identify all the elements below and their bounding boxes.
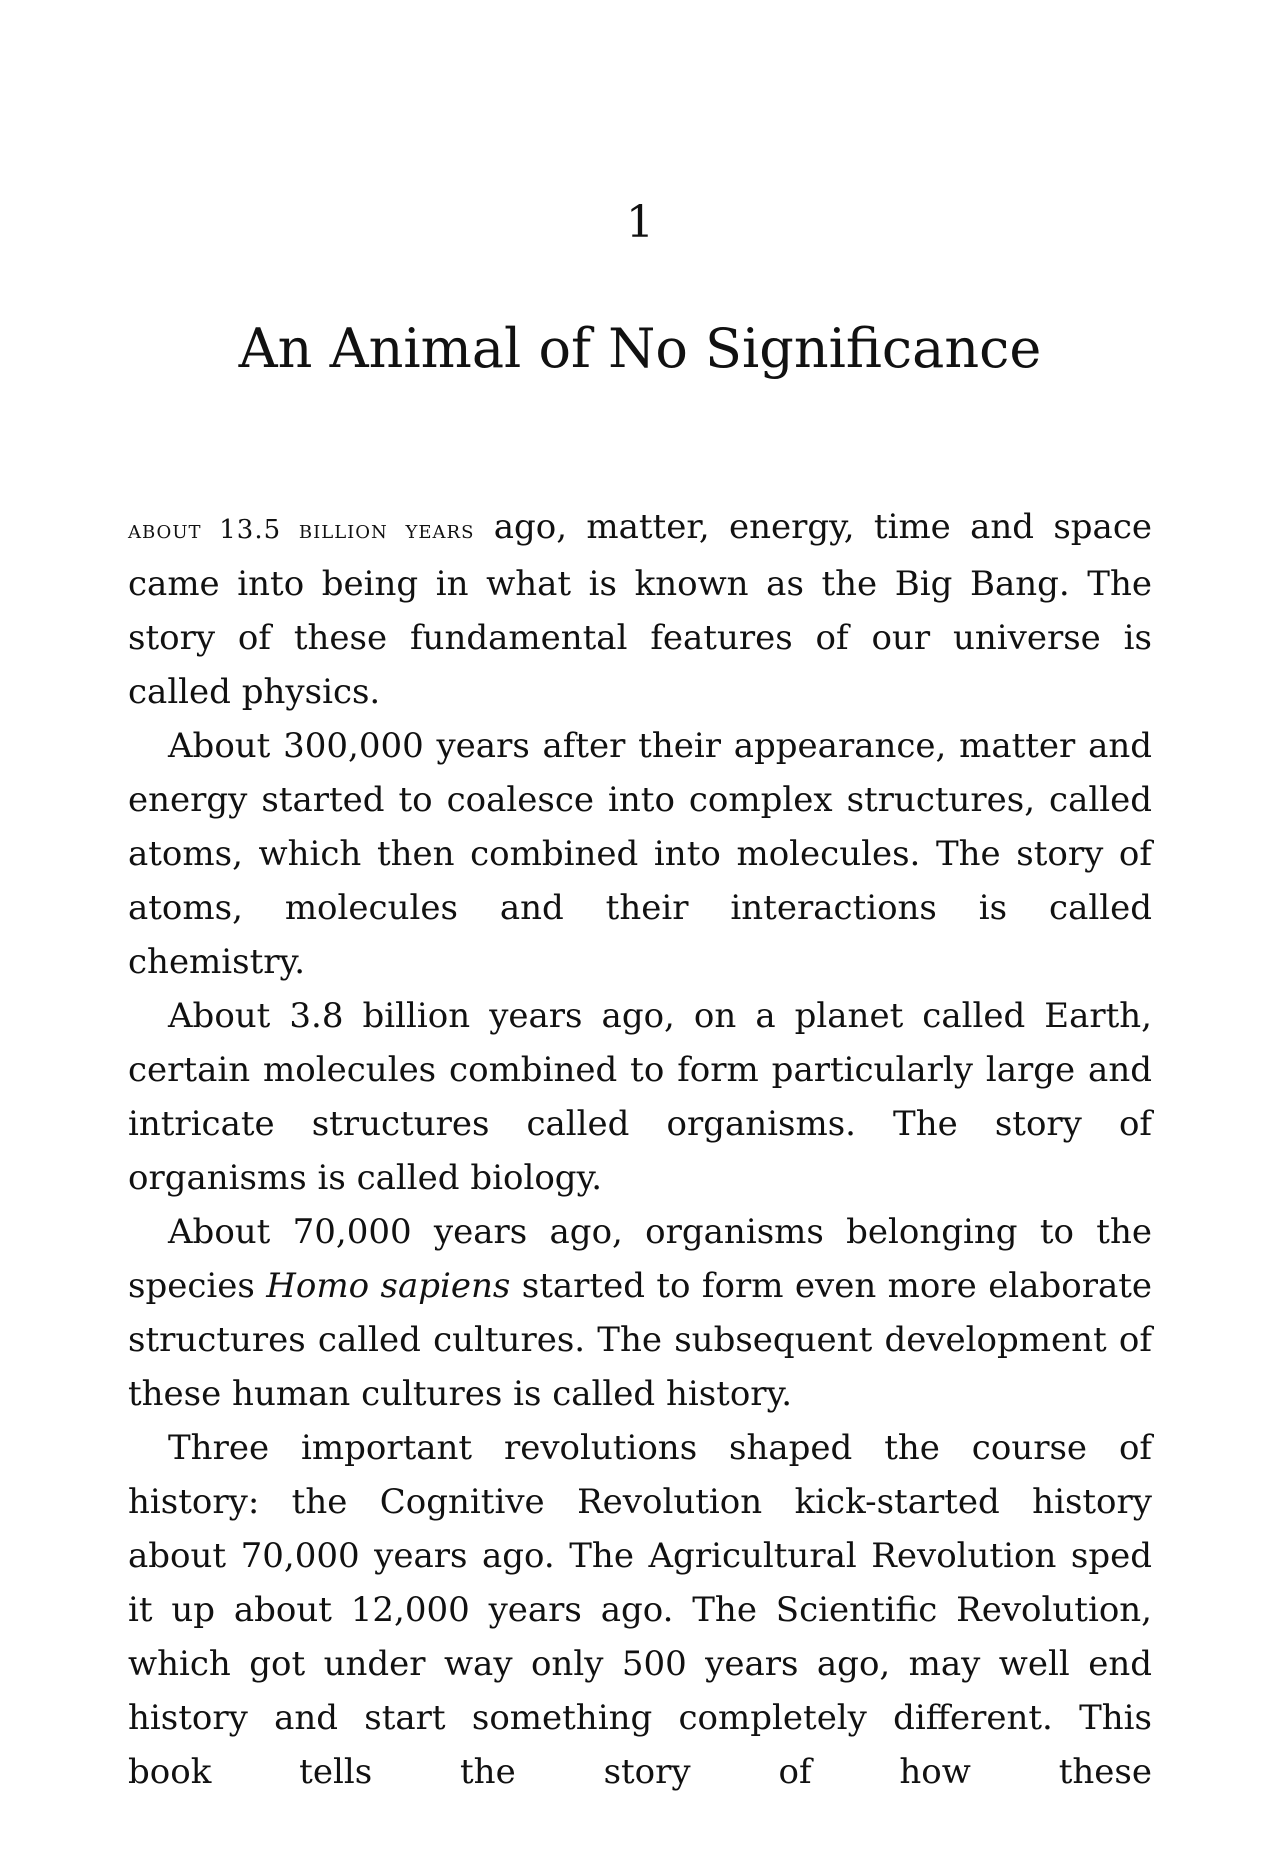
paragraph-4-text-before: About 70,000 years ago, organisms belonging to the species xyxy=(128,1212,1152,1306)
chapter-number: 1 xyxy=(626,197,654,248)
paragraph-4 xyxy=(128,1205,1152,1421)
paragraph-2: About 300,000 years after their appearance, matter and energy started to coalesce into complex structures, called atoms, which then combined into molecules. The story of atoms, molecules and their interactions is called chemistry. xyxy=(128,726,1152,982)
paragraph-1 xyxy=(128,500,1152,719)
paragraph-4-text-after: started to form even more elaborate structures called cultures. The subsequent development of these human cultures is called history. xyxy=(128,1266,1152,1414)
chapter-title: An Animal of No Significance xyxy=(238,317,1042,380)
opening-small-caps: about 13.5 billion years xyxy=(128,515,475,545)
paragraph-1-text: ago, matter, energy, time and space came into being in what is known as the Big Bang. The story of these fundamental features of our universe is called physics. xyxy=(128,507,1152,712)
paragraph-3: About 3.8 billion years ago, on a planet called Earth, certain molecules combined to form particularly large and intricate structures called organisms. The story of organisms is called biology. xyxy=(128,996,1152,1198)
paragraph-5: Three important revolutions shaped the course of history: the Cognitive Revolution kick-started history about 70,000 years ago. The Agricultural Revolution sped it up about 12,000 years ago. The Scientific Revolution, which got under way only 500 years ago, may well end history and start something completely different. This book tells the story of how these xyxy=(128,1428,1152,1792)
species-name-italic: Homo sapiens xyxy=(266,1266,511,1306)
chapter-body xyxy=(128,500,1152,1799)
